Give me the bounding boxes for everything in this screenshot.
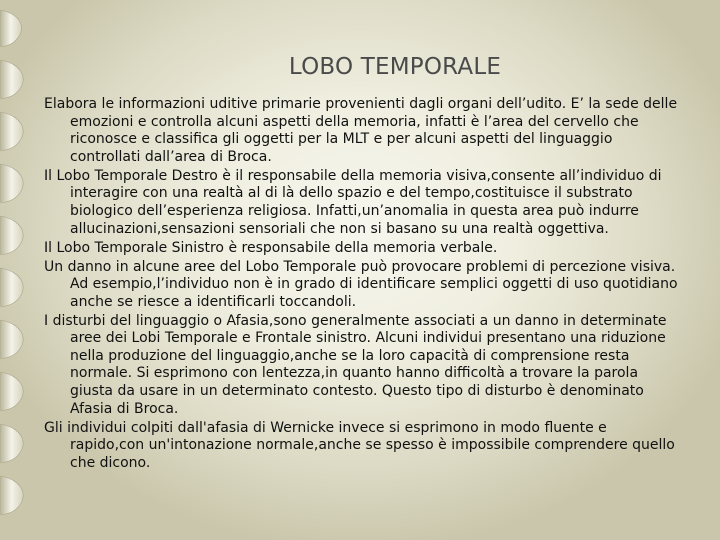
slide-title: LOBO TEMPORALE <box>288 54 502 80</box>
paragraph-visual-damage: Un danno in alcune aree del Lobo Temporale può provocare problemi di percezione visiva. Ad esempio,l’individuo non è in grado di identificare semplici oggetti di uso quotidiano anche se riesce a identificarli toccandoli. <box>44 258 678 310</box>
slide-body <box>44 96 684 474</box>
paragraph-aphasia-wernicke: Gli individui colpiti dall'afasia di Wernicke invece si esprimono in modo fluente e rapido,con un'intonazione normale,anche se spesso è impossibile comprendere quello che dicono. <box>44 419 675 471</box>
paragraph-auditory: Elabora le informazioni uditive primarie provenienti dagli organi dell’udito. E’ la sede delle emozioni e controlla alcuni aspetti della memoria, infatti è l’area del cervello che riconosce e classifica gli oggetti per la MLT e per alcuni aspetti del linguaggio controllati dall’area di Broca. <box>44 96 678 165</box>
paragraph-right-lobe: Il Lobo Temporale Destro è il responsabile della memoria visiva,consente all’individuo di interagire con una realtà al di là dello spazio e del tempo,costituisce il substrato biologico dell’esperienza religiosa. Infatti,un’anomalia in questa area può indurre allucinazioni,sensazioni sensoriali che non si basano su una realtà oggettiva. <box>44 167 662 237</box>
paragraph-aphasia-broca: I disturbi del linguaggio o Afasia,sono generalmente associati a un danno in determinate aree dei Lobi Temporale e Frontale sinistro. Alcuni individui presentano una riduzione nella produzione del linguaggio,anche se la loro capacità di comprensione resta normale. Si esprimono con lentezza,in quanto hanno difficoltà a trovare la parola giusta da usare in un determinato contesto. Questo tipo di disturbo è denominato Afasia di Broca. <box>44 312 667 417</box>
paragraph-left-lobe: Il Lobo Temporale Sinistro è responsabile della memoria verbale. <box>44 239 498 256</box>
